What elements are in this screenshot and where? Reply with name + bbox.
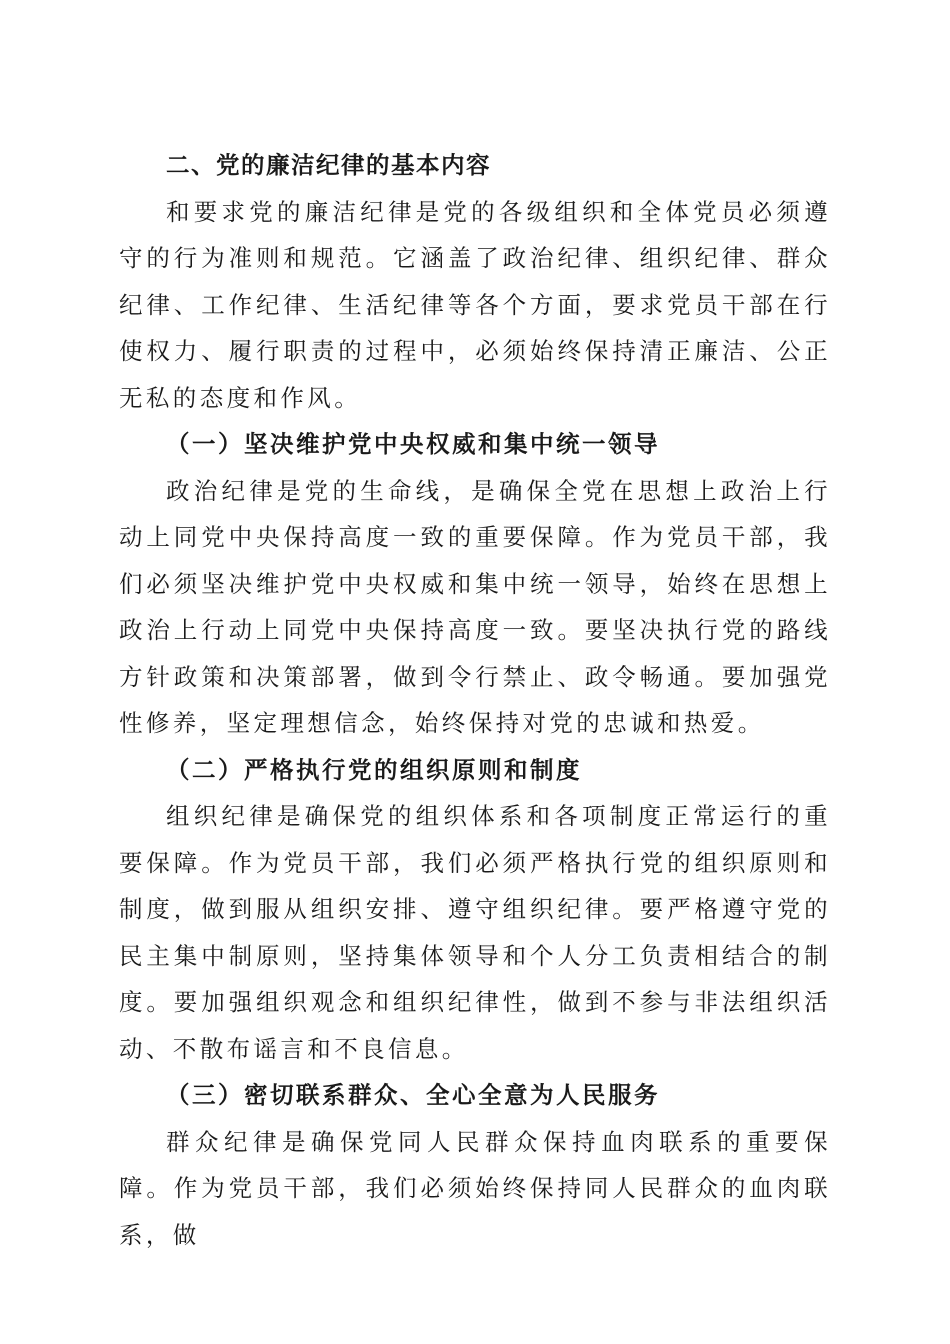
document-body <box>119 142 831 1258</box>
subsection-title-2: （二）严格执行党的组织原则和制度 <box>166 755 582 784</box>
subsection-body-3: 群众纪律是确保党同人民群众保持血肉联系的重要保障。作为党员干部，我们必须始终保持同人民群众的血肉联系，做 <box>119 1127 831 1249</box>
subsection-title-1: （一）坚决维护党中央权威和集中统一领导 <box>166 430 660 458</box>
intro-paragraph: 和要求党的廉洁纪律是党的各级组织和全体党员必须遵守的行为准则和规范。它涵盖了政治纪律、组织纪律、群众纪律、工作纪律、生活纪律等各个方面，要求党员干部在行使权力、履行职责的过程中，必须始终保持清正廉洁、公正无私的态度和作风。 <box>119 197 831 412</box>
subsection-body-1: 政治纪律是党的生命线，是确保全党在思想上政治上行动上同党中央保持高度一致的重要保障。作为党员干部，我们必须坚决维护党中央权威和集中统一领导，始终在思想上政治上行动上同党中央保持高度一致。要坚决执行党的路线方针政策和决策部署，做到令行禁止、政令畅通。要加强党性修养，坚定理想信念，始终保持对党的忠诚和热爱。 <box>119 476 831 737</box>
section-heading: 二、党的廉洁纪律的基本内容 <box>166 151 491 179</box>
subsection-body-2: 组织纪律是确保党的组织体系和各项制度正常运行的重要保障。作为党员干部，我们必须严格执行党的组织原则和制度，做到服从组织安排、遵守组织纪律。要严格遵守党的民主集中制原则，坚持集体领导和个人分工负责相结合的制度。要加强组织观念和组织纪律性，做到不参与非法组织活动、不散布谣言和不良信息。 <box>119 802 831 1063</box>
subsection-title-3: （三）密切联系群众、全心全意为人民服务 <box>166 1081 660 1109</box>
